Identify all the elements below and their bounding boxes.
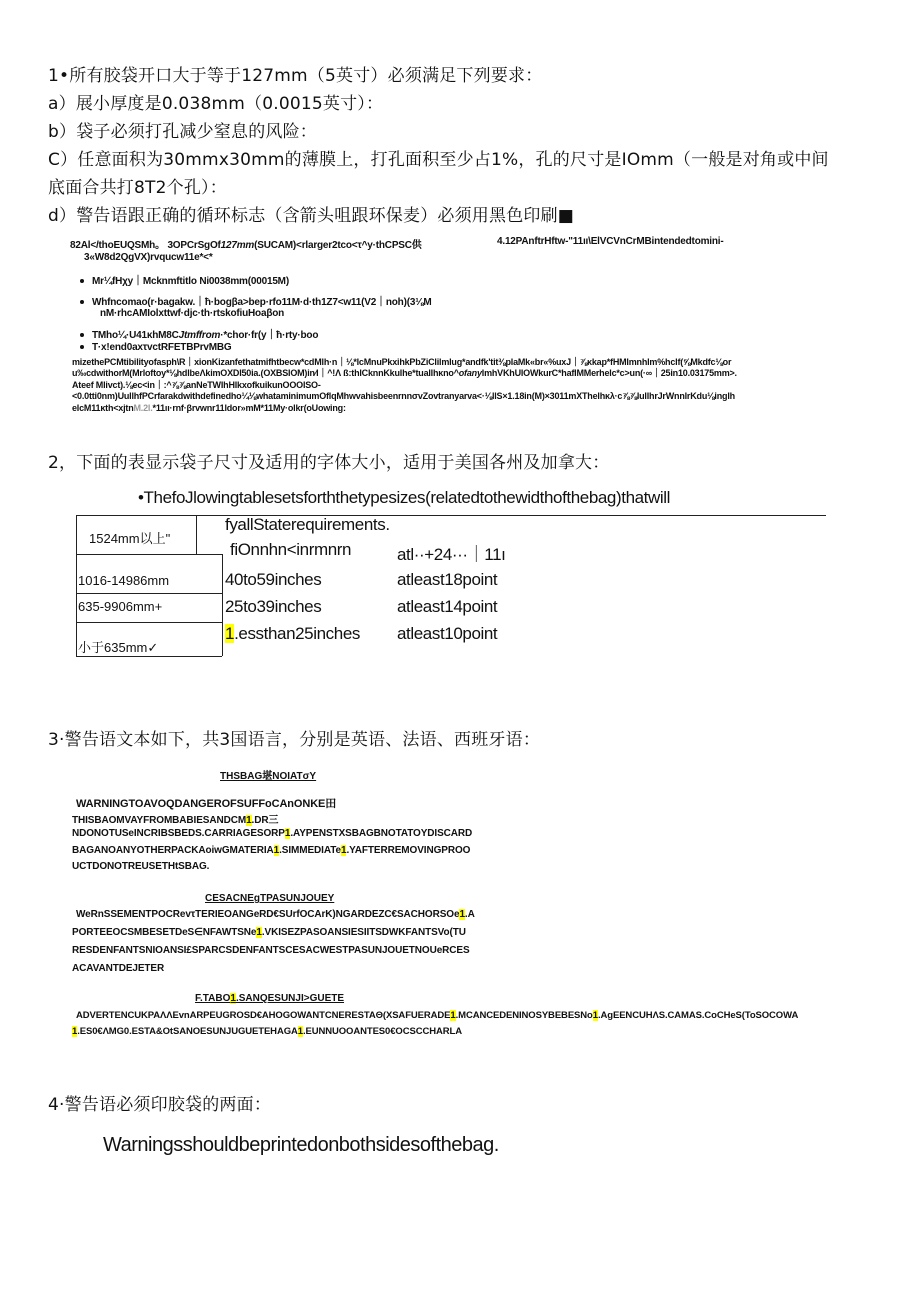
warning-line: NDONOTUSeINCRIBSBEDS.CARRIAGESORP1.AYPENSTXSBAGBNOTATOYDISCARD (72, 828, 473, 839)
garbled-line-2: 3«W8d2QgVX)rvqucw11e*<* (84, 252, 213, 263)
table-bottom-border (76, 656, 222, 657)
section2-heading: 2，下面的表显示袋子尺寸及适用的字体大小，适用于美国各州及加拿大： (48, 453, 610, 473)
table-cell-point: atleast18point (397, 570, 498, 589)
table-divider (222, 554, 223, 656)
paragraph-line: Ateef Mlivct).⅛ec<in｜:^⅞⅞anNeTWIhHlkxofkuikunOOOISO- (72, 380, 321, 390)
paragraph-line: mizethePCMtibilityofasph\R｜xionKizanfethatmifhtbecw*cdMlh·n｜⅛*lcMnuPkxihkPbZiClilmlug*andfk'tit⅜plaMk«br«%uxJ｜⅞κkap*fHMImnhlm%hclf(⅝Mkdfc⅛or (72, 357, 732, 367)
section1-item-c-line2: 底面合共打8T2个孔）： (48, 178, 227, 198)
table-cell-point: atleast14point (397, 597, 498, 616)
section1-item-a: a）展小厚度是0.038mm（0.0015英寸）： (48, 94, 384, 114)
bullet-item: Whfncomao(r·bagakw.｜ħ·bogβa>bep·rfo11M·d·th1Z7<w11(V2｜noh)(3⅛M (80, 293, 431, 308)
warning-line: ADVERTENCUKPAΛΛEvnARPEUGROSD€AHOGOWANTCNERESTAΘ(XSAFUERADE1.MCANCEDENINOSYBEBESNo1.AgEENCUHΛS.CAMAS.CoCHeS(ToSOCOWA (76, 1010, 799, 1021)
bullet-icon (80, 333, 84, 337)
paragraph-line: elcM11κth<xjtnM.2l.*11ıı·rnf·βrvwnr11ldor»mM*11My·olkr(oUowing: (72, 403, 346, 413)
warning-line: ACAVANTDEJETER (72, 963, 165, 974)
section1-heading: 1•所有胶袋开口大于等于127mm（5英寸）必须满足下列要求： (48, 66, 543, 86)
bullet-icon (80, 279, 84, 283)
table-divider (76, 622, 222, 623)
section4-english: Warningsshouldbeprintedonbothsidesofthebag. (103, 1134, 499, 1156)
table-clipped-row: fiOnnhn<inrmnrn atl··+24···｜11ı (230, 540, 506, 564)
warning-line: 1.ES0€ΛMG0.ESTA&OtSANOESUNJUGUETEHAGA1.EUNNUOOANTES0€OCSCCHARLA (72, 1026, 462, 1037)
section1-item-b: b）袋子必须打孔减少窒息的风险： (48, 122, 317, 142)
table-divider (196, 515, 197, 554)
table-cell-point: atleast10point (397, 624, 498, 643)
paragraph-line: <0.0tti0nm)UullhfPCrfarakdwithdefinedho¼⅛whataminimumOflqMhwvahisbeenrnnσvZovtranyarva<·⅛llS×1.18in(M)×3011mXThelhκλ·c⅞⅞lullhrJrWnnlrKdu⅛inglh (72, 391, 735, 401)
table-top-rule (76, 515, 826, 516)
table-cell-inches: 1.essthan25inches (225, 624, 360, 643)
warning-line: WeRnSSEMENTPOCRevτTERIEOANGeRD€SUrfOCArK)NGARDEZC€SACHORSOe1.A (76, 909, 475, 920)
paragraph-line: u‰cdwithorM(Mrloftoy*⅛hdlbeΛkimOXDI50ia.(OXBSIOM)in⁄l｜^!Λ ß:thlCknnKkulhe*tuallhκno^ofanylmhVKhUlOWkurC*hafIMMerhelc*c>un(·∞｜25in10.03175mm>. (72, 368, 737, 378)
warning-title-spanish: F.TABO1.SANQESUNJI>GUETE (195, 993, 345, 1004)
table-cell-mm: 1524mm以上" (89, 531, 171, 546)
table-left-border (76, 515, 77, 656)
warning-line: BAGANOANYOTHERPACKAoiwGMATERIA1.SIMMEDIATe1.YAFTERREMOVINGPROO (72, 845, 471, 856)
section1-item-c-line1: C）任意面积为30mmx30mm的薄膜上，打孔面积至少占1%，孔的尺寸是IOmm（一般是对角或中间 (48, 150, 829, 170)
table-intro: •ThefoJlowingtablesetsforththetypesizes(relatedtothewidthofthebag)thatwill (138, 488, 671, 507)
table-cell-mm: 635-9906mm+ (78, 599, 163, 614)
bullet-icon (80, 300, 84, 304)
section3-heading: 3·警告语文本如下，共3国语言，分别是英语、法语、西班牙语： (48, 730, 541, 750)
garbled-line-1a: 82Al</thoEUQSMh。 3OPCrSgOf127mm(SUCAM)<rlarger2tco<τ^y·thCPSC供 (70, 240, 422, 251)
warning-line: RESDENFANTSNIOANSI£SPARCSDENFANTSCESACWESTPASUNJOUETNOUeRCES (72, 945, 470, 956)
table-cell-mm: 小于635mm✓ (78, 640, 159, 655)
table-cell-mm: 1016-14986mm (78, 573, 170, 588)
warning-title-french: CESACNEgTPASUNJOUEY (205, 893, 335, 904)
bullet-item-continuation: nM·rhcAMIolxttwf·djc·th·rtskofiuHoaβon (100, 308, 285, 319)
warning-line: WARNINGTOAVOQDANGEROFSUFFoCAnONKE田 (76, 798, 337, 810)
bullet-icon (80, 345, 84, 349)
table-divider (76, 593, 222, 594)
bullet-item: T·x!end0axτvctRFETBPrvMBG (80, 342, 232, 353)
table-intro-continuation: fyallStaterequirements. (225, 515, 390, 534)
warning-line: UCTDONOTREUSETHtSBAG. (72, 861, 210, 872)
warning-title-english: THSBAG堪NOIATσY (220, 771, 317, 782)
section1-item-d: d）警告语跟正确的循环标志（含箭头咀跟环保麦）必须用黑色印刷■ (48, 206, 575, 226)
warning-line: PORTEEOCSMBESETDeS∈NFAWTSNe1.VKISEZPASOANSIESIITSDWKFANTSVo(TU (72, 927, 466, 938)
table-divider (76, 554, 222, 555)
bullet-item: Mr¼fHχy｜Mcknmftitlo Ni0038mm(00015M) (80, 272, 289, 287)
table-cell-inches: 25to39inches (225, 597, 322, 616)
section4-heading: 4·警告语必须印胶袋的两面： (48, 1095, 272, 1115)
table-cell-inches: 40to59inches (225, 570, 322, 589)
bullet-item: TMho¼·U41κhM8CJtmffrom·*chor·fr(y｜ħ·rty·boo (80, 326, 318, 341)
warning-line: THISBAOMVAYFROMBABIESANDCM1.DR三 (72, 815, 279, 826)
garbled-line-1b: 4.12PAnftrHftw-"11ıı\ElVCVnCrMBintendedtomini- (497, 236, 724, 247)
